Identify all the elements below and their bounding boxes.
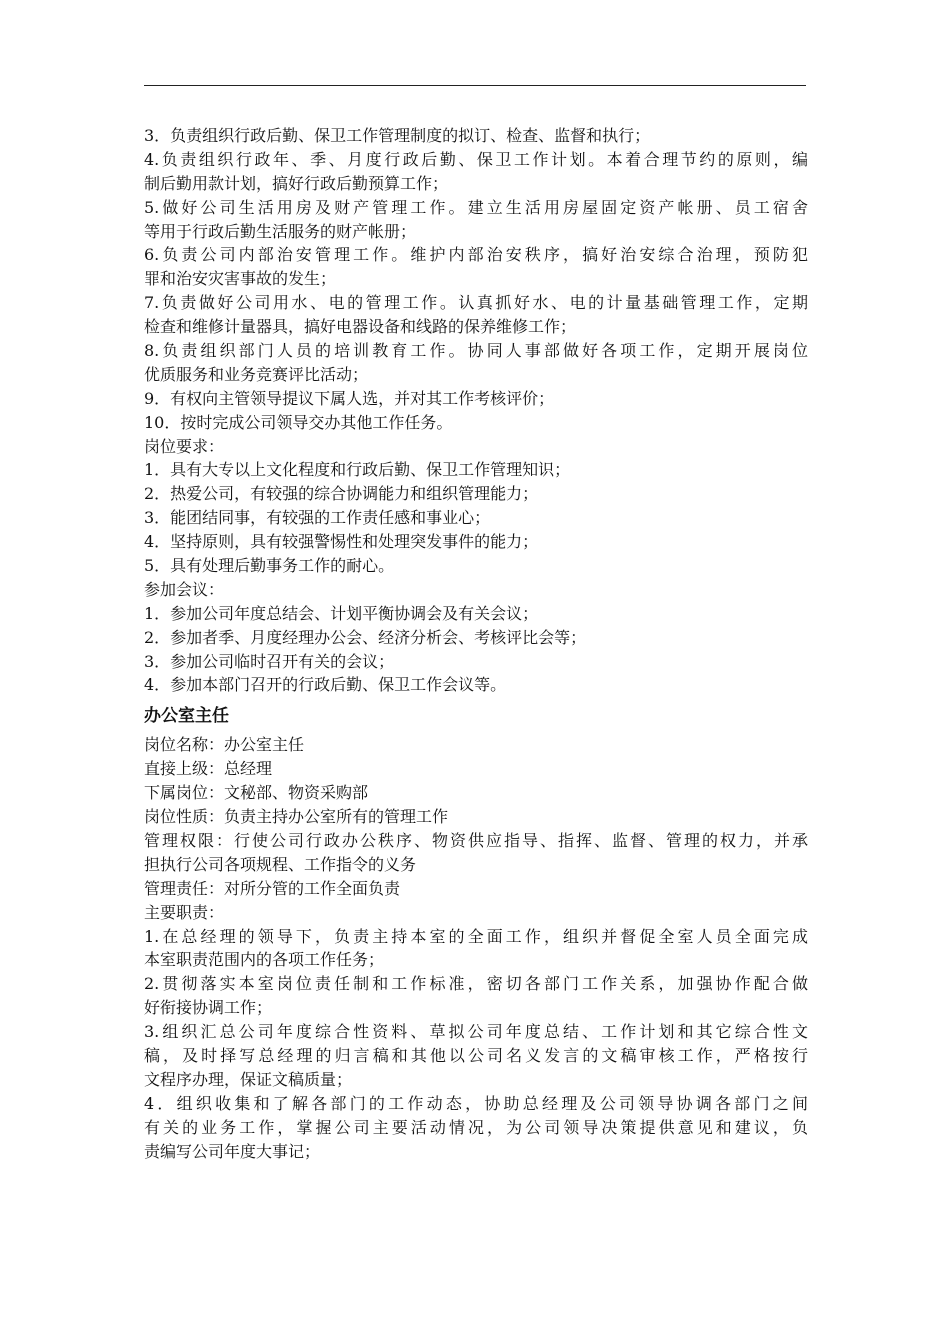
text-line: 7.负责做好公司用水、电的管理工作。认真抓好水、电的计量基础管理工作，定期 bbox=[144, 293, 808, 313]
text-line: 管理权限：行使公司行政办公秩序、物资供应指导、指挥、监督、管理的权力，并承 bbox=[144, 830, 808, 850]
text-line: 5.做好公司生活用房及财产管理工作。建立生活用房屋固定资产帐册、员工宿舍 bbox=[144, 197, 808, 217]
text-line: 1.在总经理的领导下，负责主持本室的全面工作，组织并督促全室人员全面完成 bbox=[144, 926, 808, 946]
text-line: 岗位要求： bbox=[144, 436, 225, 456]
text-line: 8.负责组织部门人员的培训教育工作。协同人事部做好各项工作，定期开展岗位 bbox=[144, 341, 808, 361]
text-line: 4．参加本部门召开的行政后勤、保卫工作会议等。 bbox=[144, 675, 507, 695]
text-line: 有关的业务工作，掌握公司主要活动情况，为公司领导决策提供意见和建议，负 bbox=[144, 1117, 808, 1137]
text-line: 好衔接协调工作； bbox=[144, 998, 273, 1018]
text-line: 稿，及时择写总经理的归言稿和其他以公司名义发言的文稿审核工作，严格按行 bbox=[144, 1045, 808, 1065]
text-line: 4.负责组织行政年、季、月度行政后勤、保卫工作计划。本着合理节约的原则，编 bbox=[144, 149, 808, 169]
text-line: 4．组织收集和了解各部门的工作动态，协助总经理及公司领导协调各部门之间 bbox=[144, 1093, 808, 1113]
text-line: 岗位名称：办公室主任 bbox=[144, 735, 305, 755]
document-body bbox=[144, 124, 808, 1163]
text-line: 10．按时完成公司领导交办其他工作任务。 bbox=[144, 412, 453, 432]
text-line: 直接上级：总经理 bbox=[144, 759, 273, 779]
text-line: 下属岗位：文秘部、物资采购部 bbox=[144, 783, 369, 803]
text-line: 3.组织汇总公司年度综合性资料、草拟公司年度总结、工作计划和其它综合性文 bbox=[144, 1022, 808, 1042]
text-line: 1．具有大专以上文化程度和行政后勤、保卫工作管理知识； bbox=[144, 460, 571, 480]
text-line: 检查和维修计量器具，搞好电器设备和线路的保养维修工作； bbox=[144, 317, 577, 337]
text-line: 责编写公司年度大事记； bbox=[144, 1141, 321, 1161]
text-line: 优质服务和业务竞赛评比活动； bbox=[144, 364, 369, 384]
text-line: 3．能团结同事，有较强的工作责任感和事业心； bbox=[144, 508, 491, 528]
text-line: 6.负责公司内部治安管理工作。维护内部治安秩序，搞好治安综合治理，预防犯 bbox=[144, 245, 808, 265]
text-line: 岗位性质：负责主持办公室所有的管理工作 bbox=[144, 807, 449, 827]
text-line: 本室职责范围内的各项工作任务； bbox=[144, 950, 385, 970]
text-line: 1．参加公司年度总结会、计划平衡协调会及有关会议； bbox=[144, 603, 539, 623]
text-line: 3．参加公司临时召开有关的会议； bbox=[144, 651, 395, 671]
text-line: 管理责任：对所分管的工作全面负责 bbox=[144, 878, 401, 898]
section-admin-duties bbox=[144, 124, 808, 697]
text-line: 3．负责组织行政后勤、保卫工作管理制度的拟订、检查、监督和执行； bbox=[144, 126, 651, 145]
text-line: 罪和治安灾害事故的发生； bbox=[144, 269, 337, 289]
text-line: 4．坚持原则，具有较强警惕性和处理突发事件的能力； bbox=[144, 532, 539, 552]
text-line: 制后勤用款计划，搞好行政后勤预算工作； bbox=[144, 173, 449, 193]
text-line: 2．参加者季、月度经理办公会、经济分析会、考核评比会等； bbox=[144, 627, 587, 647]
text-line: 文程序办理，保证文稿质量； bbox=[144, 1069, 353, 1089]
text-line: 等用于行政后勤生活服务的财产帐册； bbox=[144, 221, 417, 241]
text-line: 担执行公司各项规程、工作指令的义务 bbox=[144, 854, 417, 874]
section-office-director bbox=[144, 733, 808, 1163]
header-rule bbox=[144, 85, 806, 86]
text-line: 9．有权向主管领导提议下属人选，并对其工作考核评价； bbox=[144, 388, 555, 408]
text-line: 5．具有处理后勤事务工作的耐心。 bbox=[144, 556, 395, 576]
text-line: 2．热爱公司，有较强的综合协调能力和组织管理能力； bbox=[144, 484, 539, 504]
text-line: 主要职责： bbox=[144, 902, 225, 922]
text-line: 2.贯彻落实本室岗位责任制和工作标准，密切各部门工作关系，加强协作配合做 bbox=[144, 974, 808, 994]
section-heading: 办公室主任 bbox=[144, 706, 229, 727]
text-line: 参加会议： bbox=[144, 579, 225, 599]
